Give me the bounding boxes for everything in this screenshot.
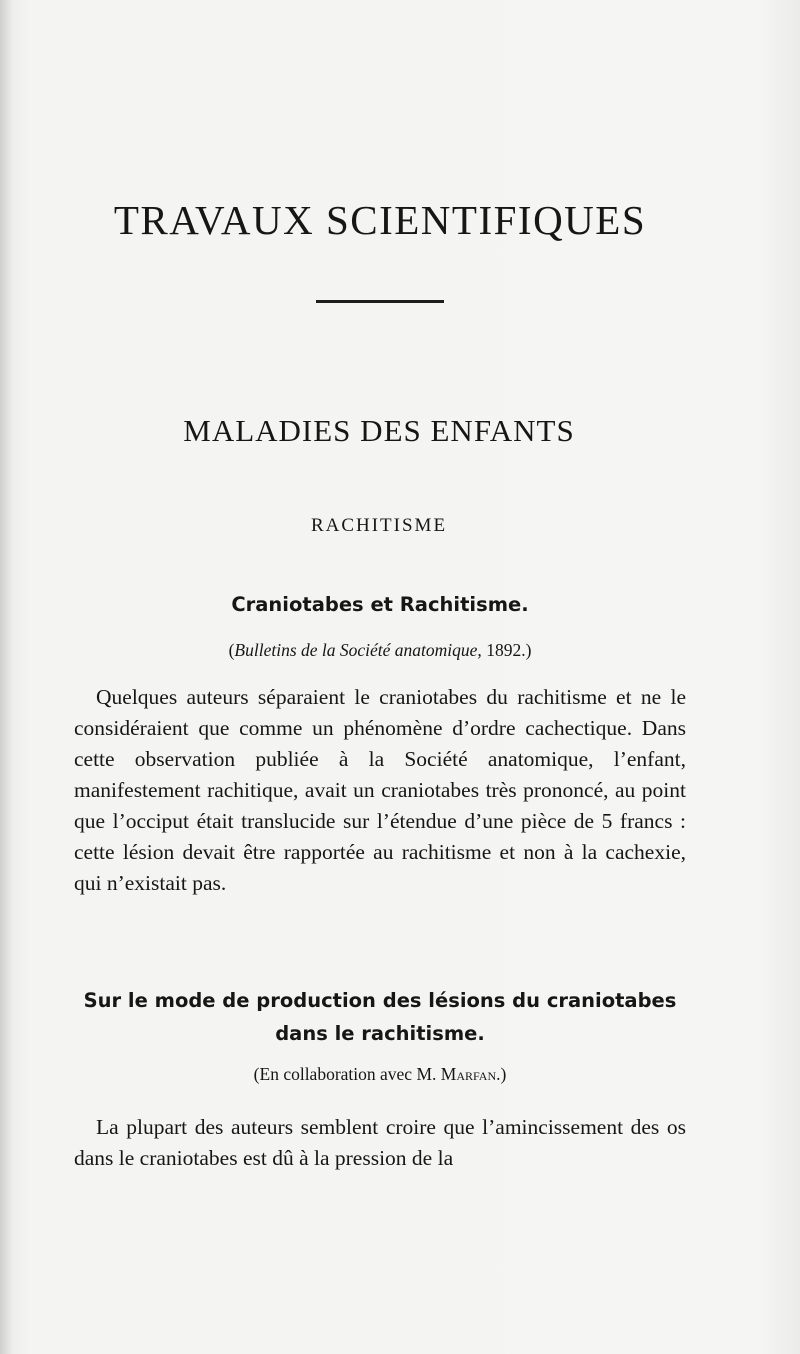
article-1-citation [0, 638, 760, 662]
section-title: MALADIES DES ENFANTS [183, 413, 575, 448]
main-title: TRAVAUX SCIENTIFIQUES [113, 197, 647, 243]
article-2-title [0, 984, 760, 1050]
article-2-title-line-1: Sur le mode de production des lésions du craniotabes [83, 989, 677, 1012]
article-2-title-line-2: dans le rachitisme. [275, 1022, 485, 1045]
citation-prefix: (En collaboration avec M. [253, 1064, 441, 1084]
article-1-paragraph: Quelques auteurs séparaient le craniotabes du rachitisme et ne le considéraient que comme un phénomène d’ordre cachectique. Dans cette observation publiée à la Société anatomique, l’enfant, manifestement rachitique, avait un craniotabes très prononcé, au point que l’occiput était translucide sur l’étendue d’une pièce de 5 francs : cette lésion devait être rapportée au rachitisme et non à la cachexie, qui n’existait pas. [74, 685, 686, 895]
citation-open-paren: ( [228, 640, 235, 660]
article-2-paragraph: La plupart des auteurs semblent croire que l’amincissement des os dans le craniotabes est dû à la pression de la [74, 1115, 686, 1170]
citation-collaborator-name: Marfan [440, 1064, 497, 1084]
article-1-title: Craniotabes et Rachitisme. [231, 593, 529, 616]
citation-suffix: .) [496, 1064, 507, 1084]
subsection-title: RACHITISME [310, 515, 448, 536]
article-2-citation [0, 1062, 760, 1086]
citation-year: 1892.) [481, 640, 532, 660]
title-divider [316, 300, 444, 303]
citation-journal: Bulletins de la Société anatomique, [234, 640, 482, 660]
